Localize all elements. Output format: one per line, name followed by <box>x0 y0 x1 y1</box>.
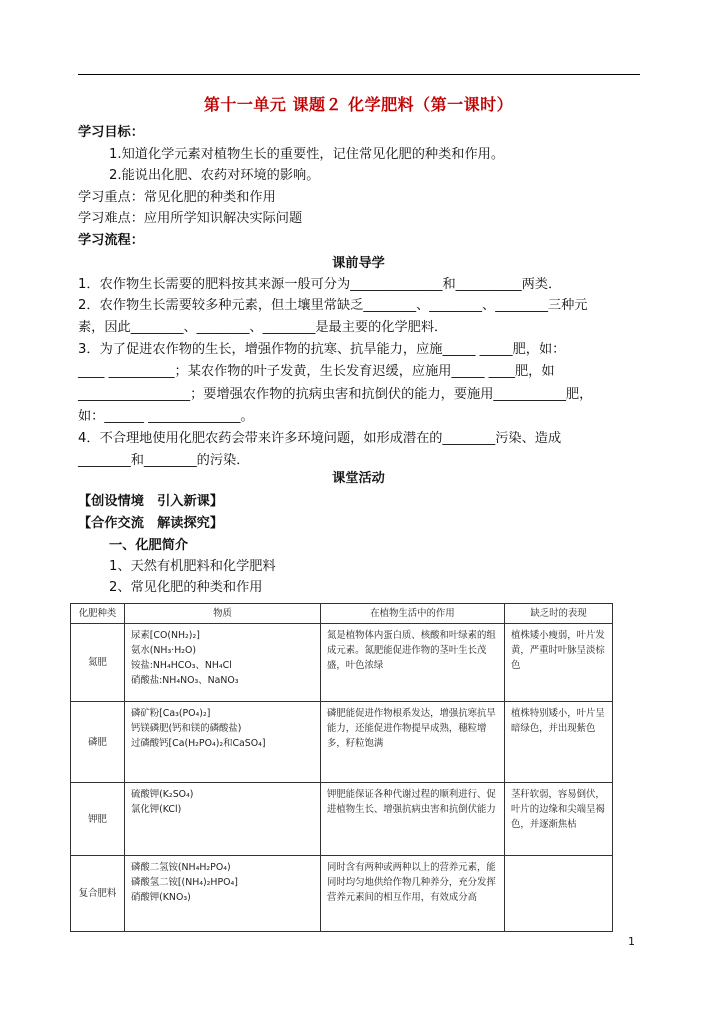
heading-create: 【创设情境 引入新课】 <box>78 494 224 509</box>
table-row <box>71 702 613 783</box>
focus-line: 学习重点：常见化肥的种类和作用 <box>78 190 276 205</box>
row-substances <box>125 783 321 856</box>
substance-item: 钙镁磷肥(钙和镁的磷酸盐) <box>131 723 242 734</box>
header-role: 在植物生活中的作用 <box>321 604 505 624</box>
question-2-line-2: 素，因此________、________、________是最主要的化学肥料． <box>78 320 448 335</box>
substance-item: 硝酸盐:NH₄NO₃、NaNO₃ <box>131 675 239 686</box>
substance-item: 硫酸钾(K₂SO₄) <box>131 789 194 800</box>
question-4-line-1: 4．不合理地使用化肥农药会带来许多环境问题，如形成潜在的________污染、造成 <box>78 431 562 446</box>
substance-item: 硝酸钾(KNO₃) <box>131 892 191 903</box>
question-4-line-2: ________和________的污染． <box>78 453 250 468</box>
point-1: 1、天然有机肥料和化学肥料 <box>109 559 276 574</box>
table-header-row <box>71 604 613 624</box>
table-row <box>71 624 613 702</box>
row-kind: 氮肥 <box>71 624 125 702</box>
substance-item: 过磷酸钙[Ca(H₂PO₄)₂和CaSO₄] <box>131 738 266 749</box>
row-deficiency: 茎秆软弱，容易倒伏，叶片的边缘和尖端呈褐色，并逐渐焦枯 <box>505 783 613 856</box>
difficulty-line: 学习难点：应用所学知识解决实际问题 <box>78 211 303 226</box>
substance-item: 磷酸二氢铵(NH₄H₂PO₄) <box>131 862 231 873</box>
substance-item: 磷酸氢二铵[(NH₄)₂HPO₄] <box>131 877 238 888</box>
substance-item: 铵盐:NH₄HCO₃、NH₄Cl <box>131 660 232 671</box>
row-kind: 磷肥 <box>71 702 125 783</box>
row-substances <box>125 856 321 932</box>
subheading-intro: 一、化肥简介 <box>109 538 189 553</box>
section-preview-heading: 课前导学 <box>332 256 385 271</box>
question-3-line-1: 3．为了促进农作物的生长，增强作物的抗寒、抗旱能力，应施_____ _____肥，如： <box>78 342 566 357</box>
table-row <box>71 856 613 932</box>
row-deficiency: 植株矮小瘦弱，叶片发黄，严重时叶脉呈淡棕色 <box>505 624 613 702</box>
page-number: 1 <box>628 935 635 948</box>
goal-1: 1.知道化学元素对植物生长的重要性，记住常见化肥的种类和作用。 <box>109 147 505 162</box>
table-row <box>71 783 613 856</box>
section-class-heading: 课堂活动 <box>332 471 385 486</box>
fertilizer-table <box>70 603 612 930</box>
substance-item: 尿素[CO(NH₂)₂] <box>131 630 200 641</box>
header-deficiency: 缺乏时的表现 <box>505 604 613 624</box>
header-kind: 化肥种类 <box>71 604 125 624</box>
row-kind: 钾肥 <box>71 783 125 856</box>
row-deficiency <box>505 856 613 932</box>
question-3-line-3: _________________；要增强农作物的抗病虫害和抗倒伏的能力，要施用___________肥， <box>78 387 593 402</box>
top-rule <box>78 74 640 75</box>
question-3-line-2: ____ __________；某农作物的叶子发黄，生长发育迟缓，应施用_____ ____肥，如 <box>78 364 555 379</box>
process-label: 学习流程： <box>78 233 144 248</box>
question-1: 1．农作物生长需要的肥料按其来源一般可分为______________和__________两类． <box>78 277 562 292</box>
row-deficiency: 植株特别矮小，叶片呈暗绿色，并出现紫色 <box>505 702 613 783</box>
substance-item: 氨水(NH₃·H₂O) <box>131 645 197 656</box>
row-role: 氮是植物体内蛋白质、核酸和叶绿素的组成元素。氮肥能促进作物的茎叶生长茂盛，叶色浓绿 <box>321 624 505 702</box>
row-role: 钾肥能保证各种代谢过程的顺利进行、促进植物生长、增强抗病虫害和抗倒伏能力 <box>321 783 505 856</box>
header-substance: 物质 <box>125 604 321 624</box>
row-role: 同时含有两种或两种以上的营养元素，能同时均匀地供给作物几种养分，充分发挥营养元素间的相互作用，有效成分高 <box>321 856 505 932</box>
goal-2: 2.能说出化肥、农药对环境的影响。 <box>109 168 320 183</box>
question-2-line-1: 2．农作物生长需要较多种元素，但土壤里常缺乏________、________、________三种元 <box>78 298 588 313</box>
heading-cooperate: 【合作交流 解读探究】 <box>78 516 224 531</box>
goals-label: 学习目标： <box>78 125 144 140</box>
row-substances <box>125 624 321 702</box>
substance-item: 磷矿粉[Ca₃(PO₄)₂] <box>131 708 211 719</box>
row-kind: 复合肥料 <box>71 856 125 932</box>
substance-item: 氯化钾(KCl) <box>131 804 182 815</box>
page-title: 第十一单元 课题２ 化学肥料（第一课时） <box>203 95 514 114</box>
point-2: 2、常见化肥的种类和作用 <box>109 580 263 595</box>
question-3-line-4: 如：______ ______________。 <box>78 409 254 424</box>
row-role: 磷肥能促进作物根系发达，增强抗寒抗旱能力，还能促进作物提早成熟，穗粒增多，籽粒饱满 <box>321 702 505 783</box>
row-substances <box>125 702 321 783</box>
